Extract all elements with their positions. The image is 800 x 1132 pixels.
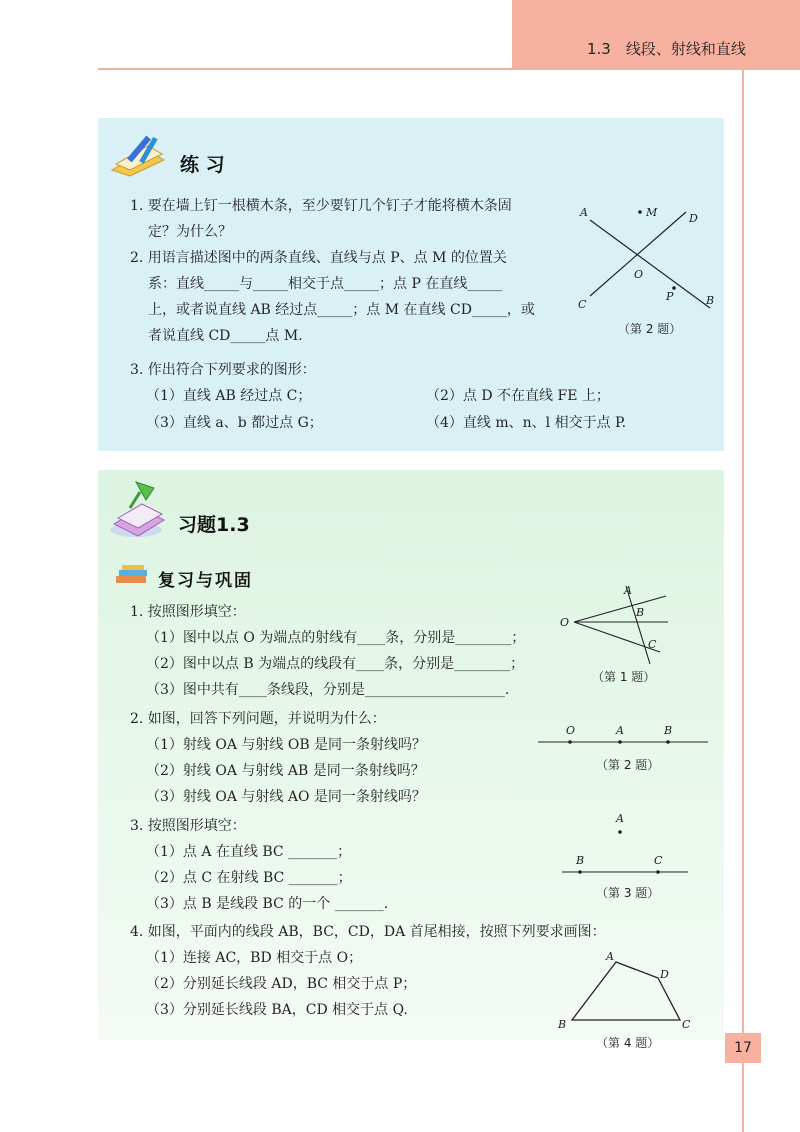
exercise-line: 4. 如图，平面内的线段 AB，BC，CD，DA 首尾相接，按照下列要求画图： [130,924,606,940]
exercise-line: （3）点 B 是线段 BC 的一个 _______. [146,896,389,912]
point-a [618,830,622,834]
point-b [666,740,670,744]
label-d: D [689,212,698,225]
label-c: C [648,638,657,651]
practice-line: 者说直线 CD_____点 M. [148,328,303,344]
exercise-line: （1）射线 OA 与射线 OB 是同一条射线吗？ [146,737,427,753]
figure-caption: （第 4 题） [596,1036,660,1050]
section-title: 1.3 线段、射线和直线 [587,40,746,58]
books-icon [114,562,152,586]
point-m [638,210,642,214]
figure-caption: （第 2 题） [596,758,660,772]
page-number: 17 [725,1033,761,1063]
q3-item: （1）直线 AB 经过点 C； [146,388,312,404]
practice-figure [570,200,720,320]
margin-rule [742,70,744,1132]
figure-caption: （第 1 题） [592,670,656,684]
ray-oa [574,596,666,622]
practice-line: 系：直线_____与_____相交于点_____；点 P 在直线_____ [148,276,503,292]
exercise-subtitle: 复习与巩固 [158,571,253,591]
exercise-line: （1）图中以点 O 为端点的射线有____条，分别是________； [146,630,526,646]
label-b: B [636,606,645,619]
practice-line: 上，或者说直线 AB 经过点_____；点 M 在直线 CD_____，或 [148,302,535,318]
exercise-line: （1）连接 AC，BD 相交于点 O； [146,950,363,966]
exercise-line: 3. 按照图形填空： [130,818,246,834]
practice-line: 定？为什么？ [148,224,232,240]
exercise-line: （2）点 C 在射线 BC _______； [146,870,352,886]
exercise-line: 2. 如图，回答下列问题，并说明为什么： [130,711,386,727]
label-o: O [634,268,644,281]
transversal [626,586,650,664]
label-a: A [580,206,588,219]
exercise-title: 习题1.3 [178,514,250,536]
label-b: B [558,1018,567,1031]
label-c: C [578,298,587,311]
exercise-figure-1 [556,582,676,668]
exercise-line: （2）图中以点 B 为端点的线段有____条，分别是________； [146,656,525,672]
label-p: P [666,290,674,303]
line-ab [590,220,710,308]
label-b: B [576,854,585,867]
exercise-figure-4 [552,948,702,1032]
header-rule [98,68,800,70]
exercise-line: （2）分别延长线段 AD，BC 相交于点 P； [146,976,417,992]
q3-item: （2）点 D 不在直线 FE 上； [426,388,610,404]
label-a: A [616,812,624,825]
point-a [618,740,622,744]
label-a: A [616,724,624,737]
exercise-figure-2 [536,722,712,752]
practice-title: 练 习 [180,154,225,176]
q3-item: （3）直线 a、b 都过点 G； [146,415,323,431]
practice-line: 1. 要在墙上钉一根横木条，至少要钉几个钉子才能将横木条固 [130,198,512,214]
line-cd [590,212,686,296]
label-b: B [706,294,715,307]
label-o: O [566,724,576,737]
point-o [568,740,572,744]
label-a: A [606,950,614,963]
exercise-line: （3）分别延长线段 BA，CD 相交于点 Q. [146,1002,408,1018]
label-d: D [660,968,669,981]
figure-caption: （第 3 题） [596,886,660,900]
lamp-book-icon [106,478,170,540]
figure-caption: （第 2 题） [618,322,682,336]
q3-item: （4）直线 m、n、l 相交于点 P. [426,415,627,431]
label-b: B [664,724,673,737]
exercise-figure-3 [560,810,692,880]
pencil-book-icon [106,130,170,178]
label-a: A [624,584,632,597]
exercise-line: （3）射线 OA 与射线 AO 是同一条射线吗？ [146,789,426,805]
exercise-line: 1. 按照图形填空： [130,604,246,620]
label-c: C [682,1018,691,1031]
label-o: O [560,616,570,629]
practice-line: 3. 作出符合下列要求的图形： [130,362,316,378]
point-c [656,870,660,874]
exercise-line: （3）图中共有____条线段，分别是____________________. [146,682,510,698]
label-m: M [646,206,658,219]
point-b [578,870,582,874]
practice-line: 2. 用语言描述图中的两条直线、直线与点 P、点 M 的位置关 [130,250,507,266]
label-c: C [654,854,663,867]
exercise-line: （1）点 A 在直线 BC _______； [146,844,352,860]
exercise-line: （2）射线 OA 与射线 AB 是同一条射线吗？ [146,763,425,779]
